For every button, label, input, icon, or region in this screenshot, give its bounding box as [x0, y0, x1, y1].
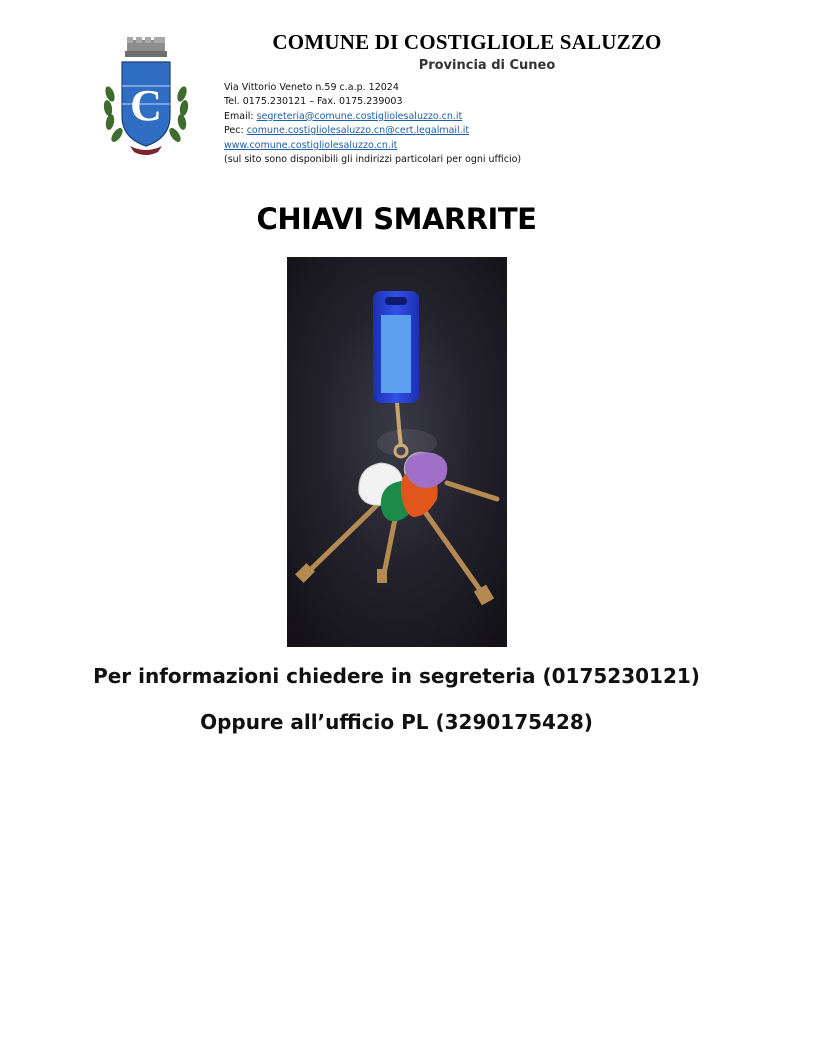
province-subtitle: Provincia di Cuneo [418, 58, 556, 73]
pec-link[interactable]: comune.costigliolesaluzzo.cn@cert.legalmail.it [246, 125, 470, 137]
notice-title: CHIAVI SMARRITE [256, 202, 537, 236]
website-line [224, 139, 521, 153]
lost-keys-photo [287, 257, 507, 647]
keytag-icon [373, 291, 419, 403]
municipality-title: COMUNE DI COSTIGLIOLE SALUZZO [272, 30, 662, 54]
pec-line [224, 124, 521, 138]
contact-block [224, 81, 521, 167]
email-label: Email: [224, 110, 257, 122]
pec-label: Pec: [224, 125, 247, 137]
info-line-police: Oppure all’ufficio PL (3290175428) [200, 710, 593, 734]
svg-text:C: C [130, 81, 162, 130]
email-line [224, 110, 521, 124]
office-note: (sul sito sono disponibili gli indirizzi particolari per ogni ufficio) [224, 154, 522, 166]
crown-icon [125, 37, 167, 57]
info-line-secretary: Per informazioni chiedere in segreteria (0175230121) [93, 664, 700, 688]
website-link[interactable]: www.comune.costigliolesaluzzo.cn.it [224, 139, 398, 151]
municipal-crest-icon [100, 34, 192, 160]
phone-fax-line: Tel. 0175.230121 – Fax. 0175.239003 [224, 96, 403, 108]
address-line: Via Vittorio Veneto n.59 c.a.p. 12024 [224, 82, 399, 93]
email-link[interactable]: segreteria@comune.costigliolesaluzzo.cn.it [256, 110, 463, 122]
